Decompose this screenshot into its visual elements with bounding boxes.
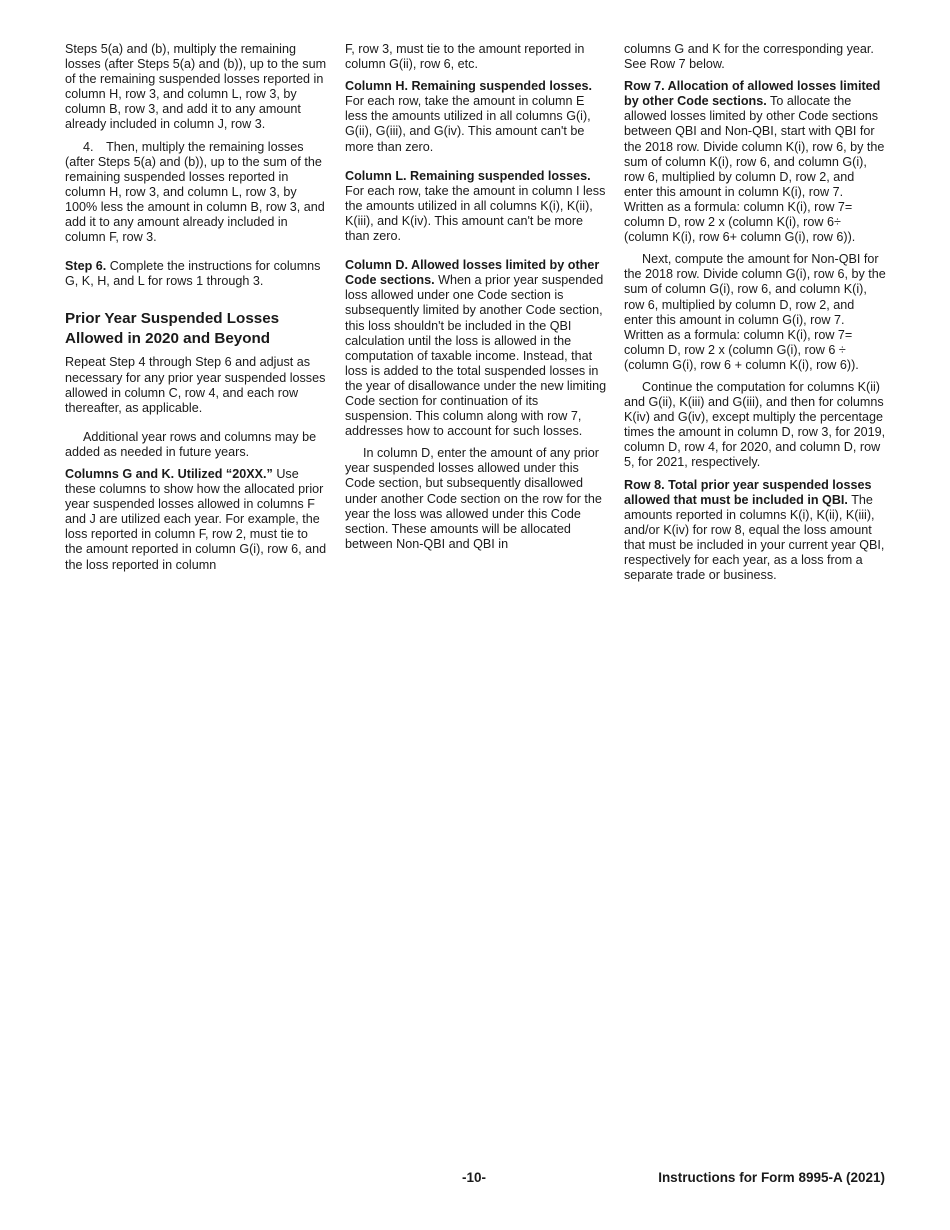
columns-g-k-heading: Columns G and K. Utilized “20XX.”: [65, 466, 273, 481]
row-8-text: The amounts reported in columns K(i), K(ii), K(iii), and/or K(iv) for row 8, equal the loss amount that must be included in your current year QBI, respectively for each year, as a loss from a separate trade or business.: [624, 492, 885, 583]
paragraph-row-7: [624, 79, 886, 245]
row-7-heading: Row 7. Allocation of allowed losses limited by other Code sections.: [624, 79, 881, 109]
columns-g-k-text: Use these columns to show how the allocated prior year suspended losses allowed in columns F and J are utilized each year. For example, the loss reported in column F, row 2, must tie to the amount reported in column G(i), row 6, and the loss reported in column: [65, 466, 327, 572]
column-middle: [345, 42, 607, 559]
column-h-heading: Column H. Remaining suspended losses.: [345, 79, 593, 94]
column-h-text: For each row, take the amount in column E less the amounts utilized in all columns G(i), G(ii), G(iii), and G(iv). This amount can't be more than zero.: [345, 94, 591, 154]
row-7-text: To allocate the allowed losses limited by other Code sections between QBI and Non-QBI, start with QBI for the 2018 row. Divide column K(i), row 6, by the sum of column K(i), row 6, and column G(i), row 6, multiplied by column D, row 2, and enter this amount in column K(i), row 7. Written as a formula: column K(i), row 7= column D, row 2 x (column K(i), row 6÷ (column K(i), row 6+ column G(i), row 6)).: [624, 94, 885, 245]
paragraph-non-qbi: Next, compute the amount for Non-QBI for the 2018 row. Divide column G(i), row 6, by the sum of column G(i), row 6, and column K(i), row 6, multiplied by column D, row 2, and enter this amount in column G(i), row 7. Written as a formula: column K(i), row 7= column D, row 2 x (column G(i), row 6 ÷ (column G(i), row 6 + column K(i), row 6)).: [624, 252, 886, 372]
column-l-heading: Column L. Remaining suspended losses.: [345, 168, 591, 183]
paragraph-step-4: 4. Then, multiply the remaining losses (after Steps 5(a) and (b)), up to the sum of the remaining suspended losses reported in column H, row 3, and column L, row 3, by 100% less the amount in column B, row 3, and add it to any amount already included in column F, row 3.: [65, 139, 325, 245]
paragraph-row-8: [624, 478, 886, 584]
paragraph-column-d-entry: In column D, enter the amount of any prior year suspended losses allowed under this Code section, but subsequently disallowed under another Code section on the row for the year the loss was allowed under this Code section. These amounts will be allocated between Non-QBI and QBI in: [345, 446, 602, 551]
column-d-heading: Column D. Allowed losses limited by other Code sections.: [345, 258, 600, 288]
paragraph-continuation: F, row 3, must tie to the amount reported in column G(ii), row 6, etc.: [345, 42, 585, 72]
paragraph-steps-5ab: Steps 5(a) and (b), multiply the remaining losses (after Steps 5(a) and (b)), up to the sum of the remaining suspended losses reported in column H, row 3, and column L, row 3, by column B, row 3, and add it to any amount already included in column J, row 3.: [65, 42, 327, 132]
column-right: [624, 42, 886, 590]
column-l-text: For each row, take the amount in column I less the amounts utilized in all columns K(i), K(ii), K(iii), and K(iv). This amount can't be more than zero.: [345, 183, 606, 244]
paragraph-repeat-steps: Repeat Step 4 through Step 6 and adjust as necessary for any prior year suspended losses allowed in column C, row 4, and each row thereafter, as applicable.: [65, 355, 326, 415]
paragraph-columns-g-k: [65, 467, 327, 573]
step-6-text: Complete the instructions for columns G, K, H, and L for rows 1 through 3.: [65, 259, 321, 289]
column-d-text: When a prior year suspended loss allowed under one Code section is subsequently limited by another Code section, this loss shouldn't be included in the QBI calculation until the loss is allowed in the computation of taxable income. Instead, that loss is added to the total suspended losses in the year of disallowance under the new limiting Code section for continuation of its suspension. This column along with row 7, addresses how to account for such losses.: [345, 273, 607, 439]
paragraph-continuation-right: columns G and K for the corresponding year. See Row 7 below.: [624, 42, 874, 72]
paragraph-step-6: [65, 259, 327, 289]
paragraph-continue-computation: Continue the computation for columns K(ii) and G(ii), K(iii) and G(iii), and then for columns K(iv) and G(iv), except multiply the percentage times the amount in column D, row 3, for 2019, column D, row 4, for 2020, and column D, row 5, for 2021, respectively.: [624, 379, 886, 470]
paragraph-column-l: [345, 169, 607, 244]
page-number: -10-: [462, 1170, 487, 1185]
paragraph-column-d: [345, 258, 607, 439]
step-6-heading: Step 6.: [65, 259, 107, 274]
form-title: Instructions for Form 8995-A (2021): [658, 1170, 885, 1185]
column-left: [65, 42, 327, 580]
paragraph-column-h: [345, 79, 607, 154]
paragraph-additional-rows: Additional year rows and columns may be added as needed in future years.: [65, 429, 317, 459]
section-heading: Prior Year Suspended Losses Allowed in 2020 and Beyond: [65, 310, 280, 348]
row-8-heading: Row 8. Total prior year suspended losses allowed that must be included in QBI.: [624, 477, 872, 507]
